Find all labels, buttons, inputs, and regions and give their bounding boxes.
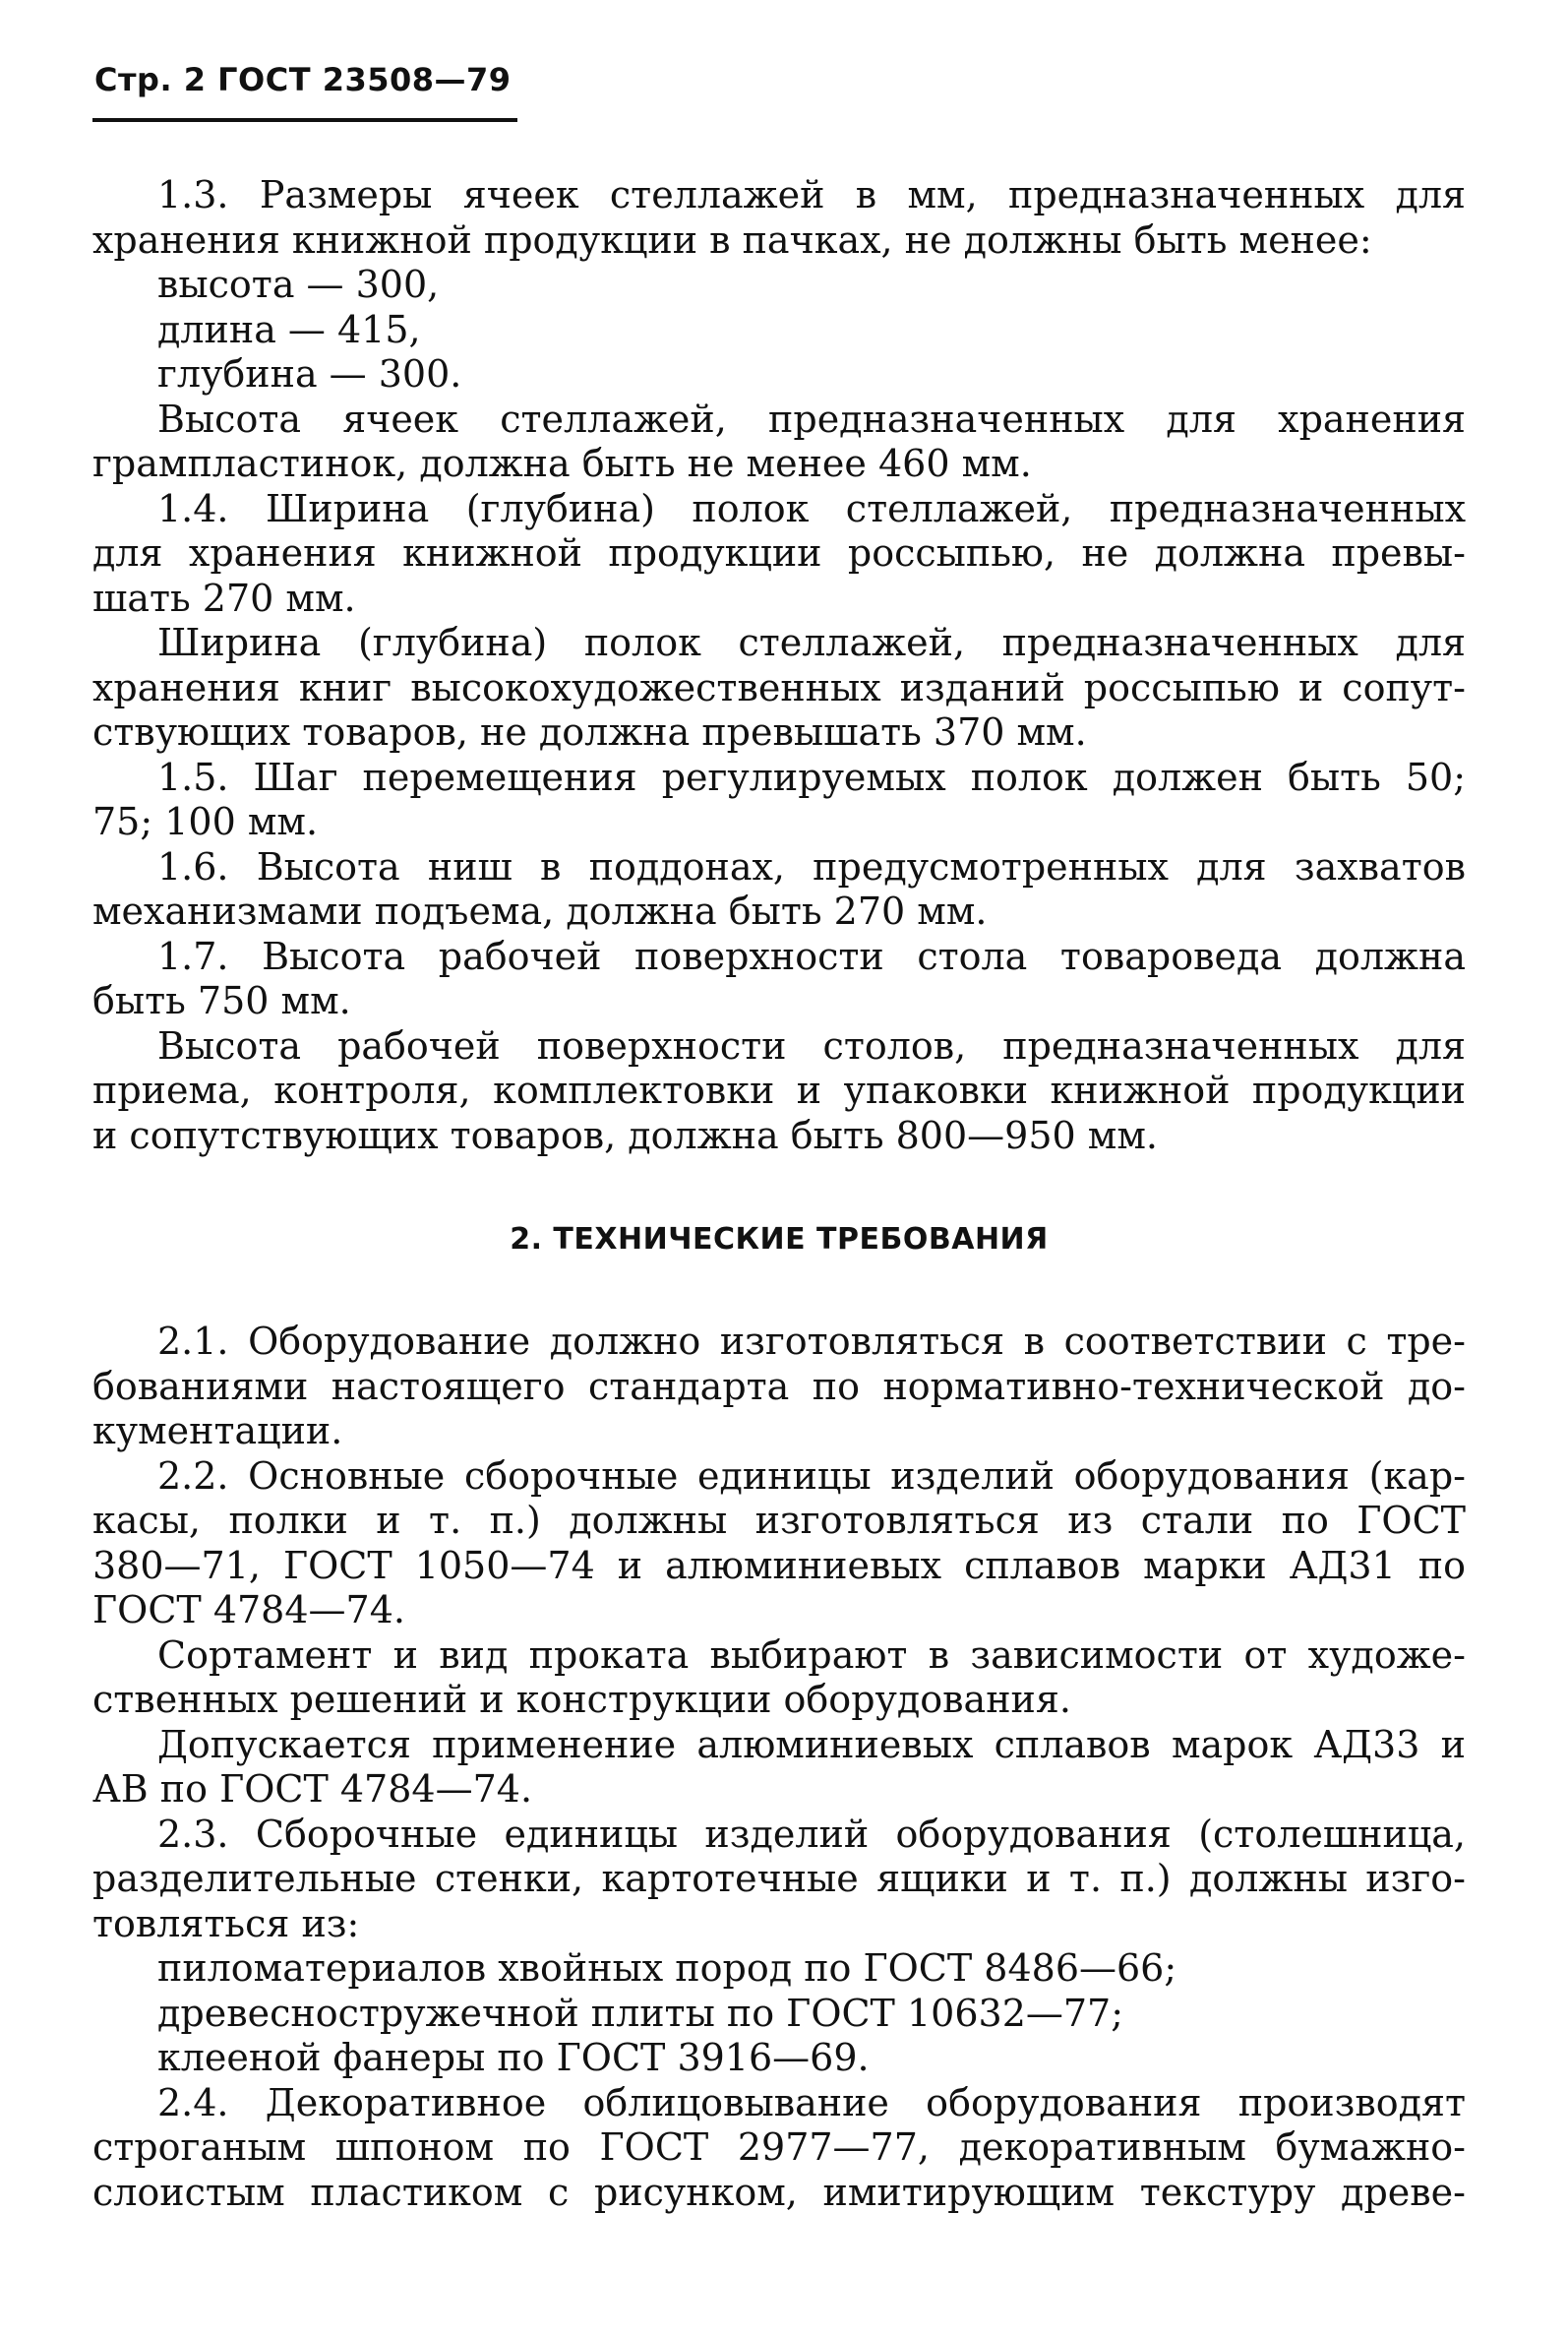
text-line: хранения книжной продукции в пачках, не должны быть менее: bbox=[92, 217, 1372, 262]
page-body bbox=[92, 173, 1466, 2215]
text-line: АВ по ГОСТ 4784—74. bbox=[92, 1767, 533, 1811]
text-line: слоистым пластиком с рисунком, имитирующим текстуру древе- bbox=[92, 2170, 1466, 2214]
paragraph-1-4-cont bbox=[92, 621, 1466, 756]
text-line: и сопутствующих товаров, должна быть 800—950 мм. bbox=[92, 1113, 1158, 1157]
list-item: глубина — 300. bbox=[157, 352, 462, 396]
list-item: древесностружечной плиты по ГОСТ 10632—77; bbox=[157, 1991, 1124, 2035]
text-line: грампластинок, должна быть не менее 460 мм. bbox=[92, 442, 1032, 485]
text-line: товляться из: bbox=[92, 1901, 360, 1945]
text-line: 2.1. Оборудование должно изготовляться в соответствии с тре- bbox=[157, 1320, 1466, 1363]
paragraph-2-2-cont bbox=[92, 1633, 1466, 1723]
text-line: 2.4. Декоративное облицовывание оборудования производят bbox=[157, 2080, 1466, 2124]
paragraph-1-3 bbox=[92, 173, 1466, 263]
text-line: Ширина (глубина) полок стеллажей, предназначенных для bbox=[157, 621, 1466, 664]
text-line: Допускается применение алюминиевых сплавов марок АД33 и bbox=[157, 1722, 1466, 1766]
paragraph-1-5 bbox=[92, 756, 1466, 845]
text-line: для хранения книжной продукции россыпью, не должна превы- bbox=[92, 531, 1466, 575]
list-item: клееной фанеры по ГОСТ 3916—69. bbox=[157, 2036, 870, 2079]
text-line: приема, контроля, комплектовки и упаковки книжной продукции bbox=[92, 1069, 1466, 1112]
text-line: Высота ячеек стеллажей, предназначенных для хранения bbox=[157, 397, 1466, 441]
section-heading: 2. ТЕХНИЧЕСКИЕ ТРЕБОВАНИЯ bbox=[510, 1222, 1049, 1257]
materials-list bbox=[92, 1946, 1466, 2081]
paragraph-2-2-cont2 bbox=[92, 1723, 1466, 1813]
text-line: строганым шпоном по ГОСТ 2977—77, декоративным бумажно- bbox=[92, 2125, 1466, 2169]
text-line: Высота рабочей поверхности столов, предназначенных для bbox=[157, 1023, 1466, 1068]
text-line: хранения книг высокохудожественных изданий россыпью и сопут- bbox=[92, 665, 1466, 709]
paragraph-1-6 bbox=[92, 845, 1466, 935]
paragraph-2-2 bbox=[92, 1454, 1466, 1633]
text-line: 1.6. Высота ниш в поддонах, предусмотренных для захватов bbox=[157, 844, 1466, 889]
list-item: высота — 300, bbox=[157, 263, 440, 306]
header-rule bbox=[92, 118, 517, 122]
paragraph-1-7 bbox=[92, 935, 1466, 1024]
paragraph-1-4 bbox=[92, 487, 1466, 622]
paragraph-2-3 bbox=[92, 1813, 1466, 1947]
text-line: 2.3. Сборочные единицы изделий оборудования (столешница, bbox=[157, 1812, 1466, 1856]
text-line: 1.4. Ширина (глубина) полок стеллажей, предназначенных bbox=[157, 486, 1466, 530]
page-header: Стр. 2 ГОСТ 23508—79 bbox=[94, 61, 512, 98]
paragraph-2-4 bbox=[92, 2081, 1466, 2216]
text-line: 2.2. Основные сборочные единицы изделий оборудования (кар- bbox=[157, 1453, 1466, 1498]
text-line: 1.7. Высота рабочей поверхности стола товароведа должна bbox=[157, 934, 1466, 978]
text-line: разделительные стенки, картотечные ящики и т. п.) должны изго- bbox=[92, 1857, 1466, 1900]
text-line: шать 270 мм. bbox=[92, 576, 356, 620]
text-line: механизмами подъема, должна быть 270 мм. bbox=[92, 890, 988, 933]
paragraph-1-3-cont bbox=[92, 398, 1466, 487]
text-line: бованиями настоящего стандарта по нормативно-технической до- bbox=[92, 1364, 1466, 1408]
text-line: касы, полки и т. п.) должны изготовляться из стали по ГОСТ bbox=[92, 1499, 1466, 1542]
text-line: 1.5. Шаг перемещения регулируемых полок должен быть 50; bbox=[157, 755, 1466, 799]
text-line: ГОСТ 4784—74. bbox=[92, 1588, 405, 1631]
text-line: 380—71, ГОСТ 1050—74 и алюминиевых сплавов марки АД31 по bbox=[92, 1543, 1466, 1587]
dimension-list bbox=[92, 263, 1466, 398]
text-line: ствующих товаров, не должна превышать 370 мм. bbox=[92, 710, 1087, 754]
text-line: 75; 100 мм. bbox=[92, 800, 319, 843]
list-item: длина — 415, bbox=[157, 307, 421, 351]
text-line: кументации. bbox=[92, 1409, 343, 1452]
text-line: Сортамент и вид проката выбирают в зависимости от художе- bbox=[157, 1632, 1466, 1677]
text-line: быть 750 мм. bbox=[92, 979, 351, 1022]
list-item: пиломатериалов хвойных пород по ГОСТ 8486—66; bbox=[157, 1946, 1177, 1990]
paragraph-1-7-cont bbox=[92, 1024, 1466, 1159]
paragraph-2-1 bbox=[92, 1320, 1466, 1454]
text-line: 1.3. Размеры ячеек стеллажей в мм, предназначенных для bbox=[157, 173, 1466, 216]
text-line: ственных решений и конструкции оборудования. bbox=[92, 1678, 1071, 1721]
